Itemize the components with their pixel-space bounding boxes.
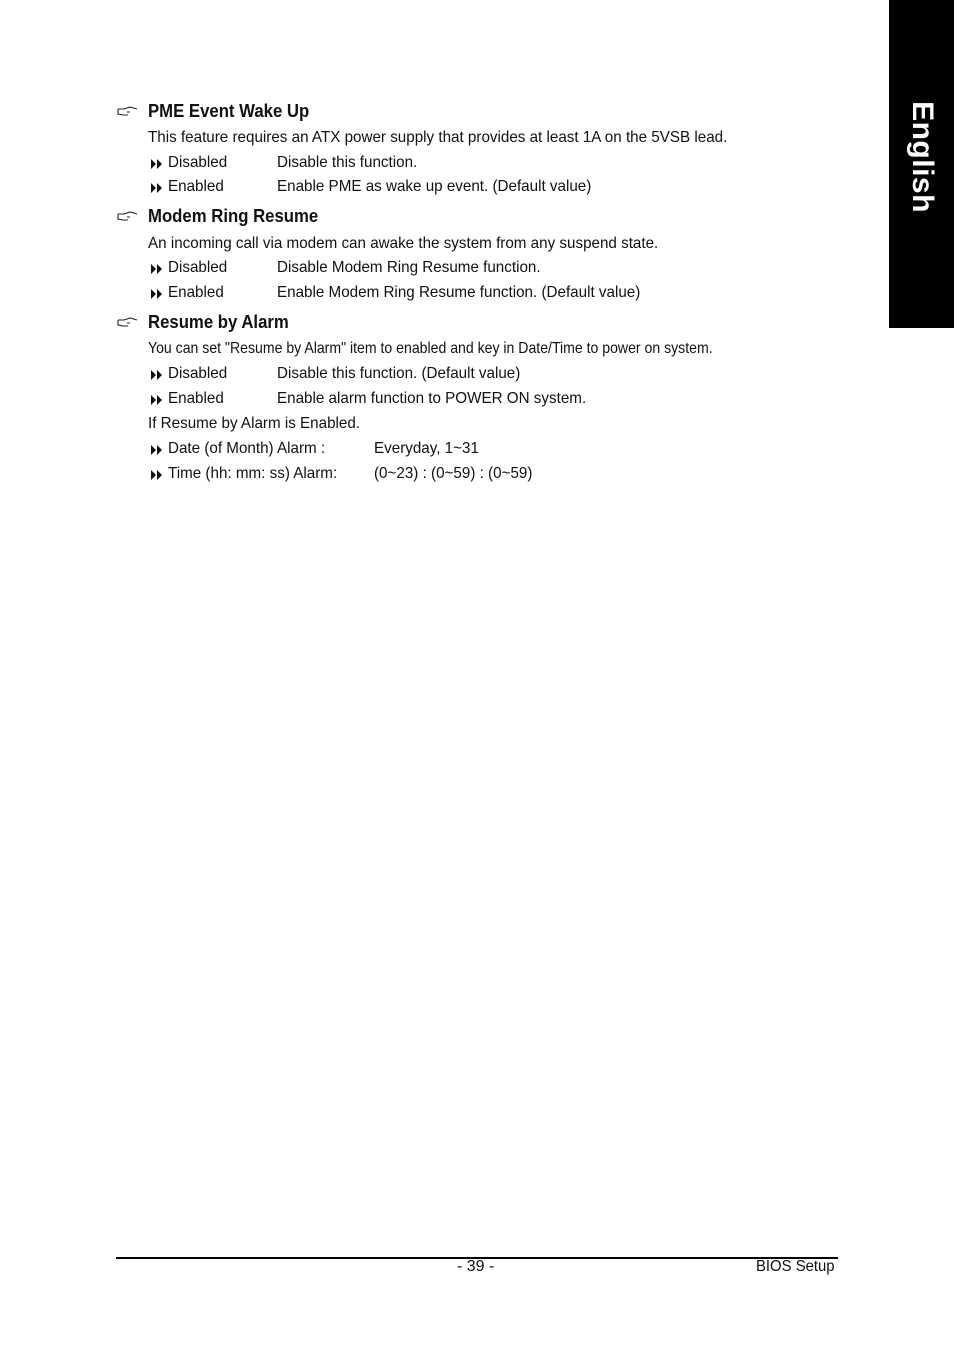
section-description: This feature requires an ATX power supply that provides at least 1A on the 5VSB lead. <box>148 129 728 146</box>
pointing-hand-icon <box>116 314 138 330</box>
option-name: Disabled <box>168 154 228 171</box>
footer-section-title: BIOS Setup <box>756 1258 835 1275</box>
section-resume-by-alarm <box>116 312 816 482</box>
option-name: Enabled <box>168 284 224 301</box>
option-name: Disabled <box>168 259 228 276</box>
language-tab-label: English <box>905 101 939 213</box>
alarm-option-value: Everyday, 1~31 <box>374 440 479 457</box>
alarm-option-value: (0~23) : (0~59) : (0~59) <box>374 465 533 482</box>
section-title: Modem Ring Resume <box>148 206 319 226</box>
option-name: Enabled <box>168 178 224 195</box>
pointing-hand-icon <box>116 103 138 119</box>
double-arrow-icon <box>150 264 164 274</box>
pointing-hand-icon <box>116 208 138 224</box>
alarm-note: If Resume by Alarm is Enabled. <box>148 415 361 432</box>
option-name: Disabled <box>168 365 228 382</box>
language-tab <box>889 0 954 328</box>
page-number: - 39 - <box>457 1258 495 1275</box>
alarm-option-name: Time (hh: mm: ss) Alarm: <box>168 465 338 482</box>
option-name: Enabled <box>168 390 224 407</box>
option-description: Enable alarm function to POWER ON system. <box>277 390 587 407</box>
double-arrow-icon <box>150 395 164 405</box>
double-arrow-icon <box>150 289 164 299</box>
double-arrow-icon <box>150 470 164 480</box>
option-description: Disable this function. (Default value) <box>277 365 521 382</box>
double-arrow-icon <box>150 370 164 380</box>
section-pme-event-wake-up <box>116 101 816 195</box>
option-description: Enable PME as wake up event. (Default value) <box>277 178 592 195</box>
option-description: Enable Modem Ring Resume function. (Default value) <box>277 284 641 301</box>
double-arrow-icon <box>150 183 164 193</box>
section-title: Resume by Alarm <box>148 312 289 332</box>
option-description: Disable this function. <box>277 154 418 171</box>
alarm-option-name: Date (of Month) Alarm : <box>168 440 326 457</box>
section-description: You can set "Resume by Alarm" item to enabled and key in Date/Time to power on system. <box>148 340 713 357</box>
double-arrow-icon <box>150 445 164 455</box>
section-title: PME Event Wake Up <box>148 101 310 121</box>
section-modem-ring-resume <box>116 206 816 301</box>
option-description: Disable Modem Ring Resume function. <box>277 259 541 276</box>
double-arrow-icon <box>150 159 164 169</box>
section-description: An incoming call via modem can awake the system from any suspend state. <box>148 235 659 252</box>
